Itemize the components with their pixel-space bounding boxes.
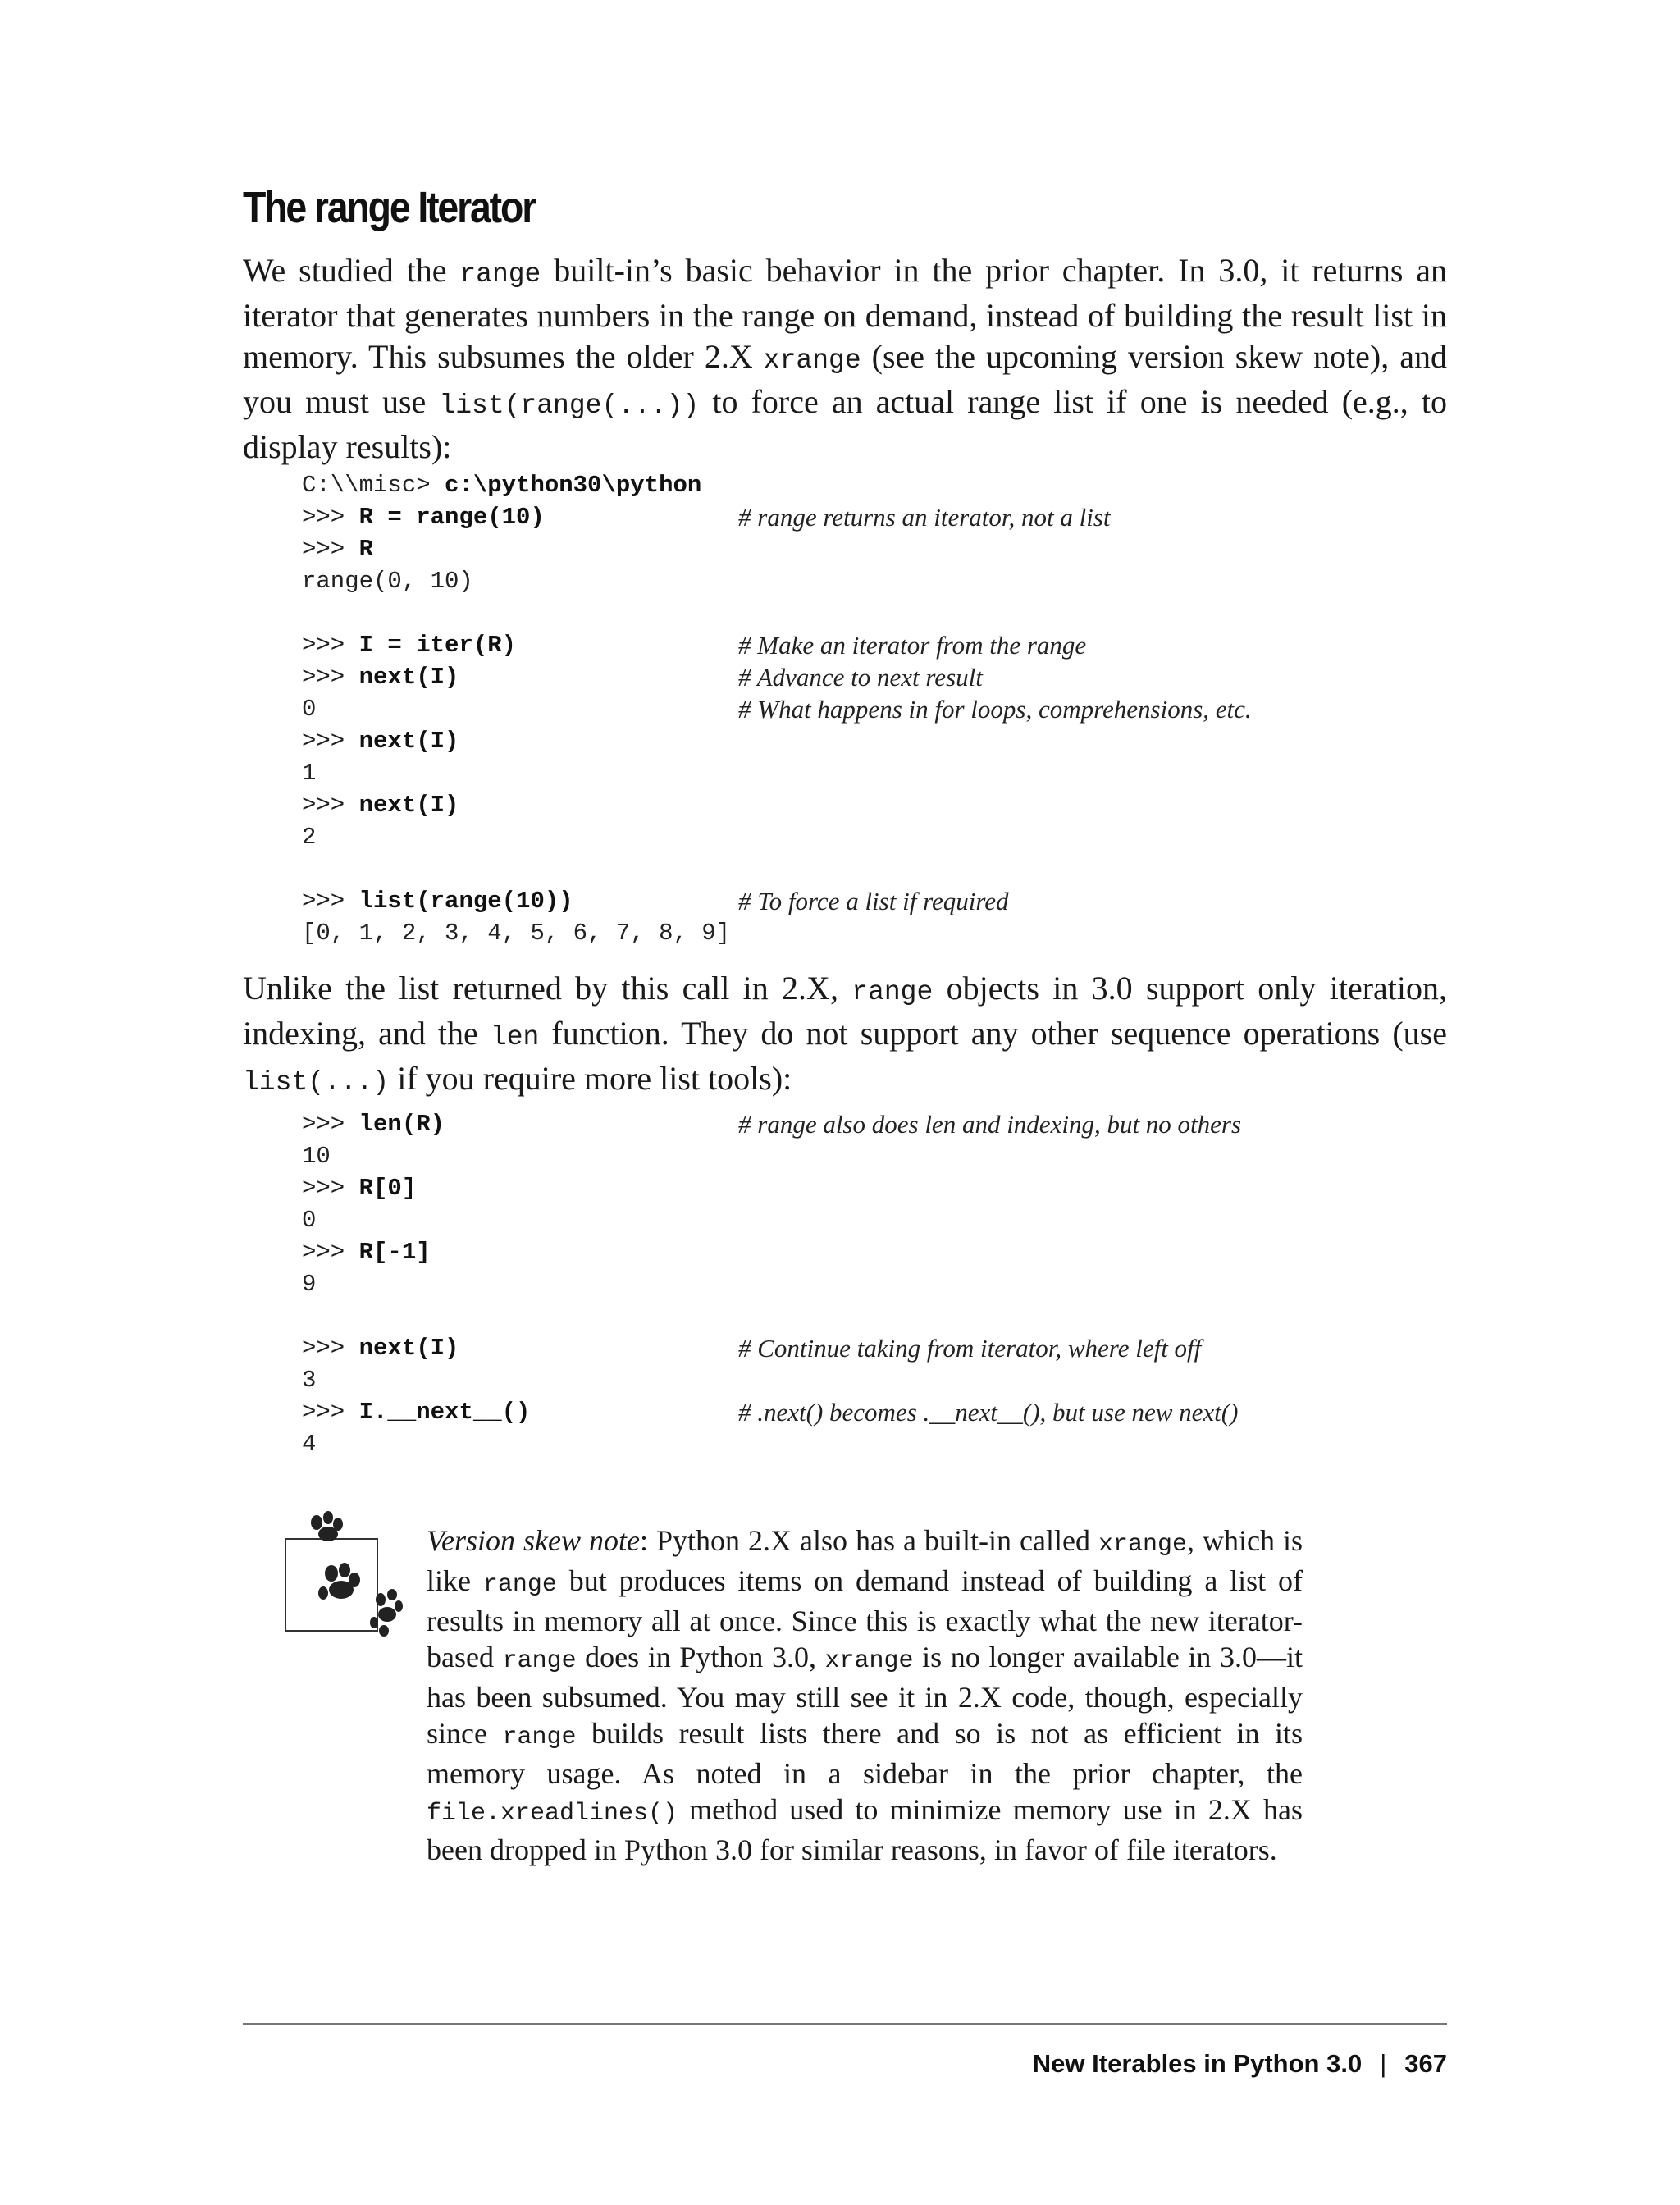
code-line [302,1396,1450,1428]
code-prompt: C:\\misc> [302,472,445,499]
code-comment: # To force a list if required [738,887,1009,915]
intro-paragraph [243,250,1447,468]
p2-code-list: list(...) [243,1067,390,1098]
code-command: next(I) [358,664,459,691]
code-comment: # What happens in for loops, comprehensions, etc. [738,695,1252,724]
code-line [302,693,1450,725]
code-output: 0 [302,1207,317,1234]
code-output: 10 [302,1143,331,1170]
code-prompt: >>> [302,664,359,691]
code-command: next(I) [358,792,459,819]
code-line [302,1364,1450,1396]
p2-code-range: range [851,977,934,1007]
code-comment: # Continue taking from iterator, where left off [738,1334,1202,1363]
footer-separator: | [1380,2049,1387,2078]
code-line [302,917,1450,949]
code-command: next(I) [358,728,459,755]
p2-text-2: objects in 3.0 support only iteration, indexing, and the [243,970,1447,1052]
p1-text-2: built-in’s basic behavior in the prior chapter. In 3.0, it returns an iterator that generates numbers in the range on demand, instead of building the result list in memory. This subsumes the older 2.X [243,252,1448,375]
code-output: 0 [302,696,317,723]
code-line [302,1204,1450,1236]
code-output: 4 [302,1431,317,1458]
footer-chapter-title: New Iterables in Python 3.0 [1032,2049,1363,2078]
code-line [302,789,1450,821]
p1-code-list-range: list(range(...)) [439,390,700,421]
code-line [302,469,1450,501]
code-prompt: >>> [302,1335,359,1362]
note-text-4: does in Python 3.0, [576,1641,825,1673]
code-line [302,1268,1450,1300]
code-listing-2 [302,1108,1450,1460]
code-comment: # range returns an iterator, not a list [738,503,1111,532]
paw-prints-note-icon [284,1508,407,1647]
code-comment: # Advance to next result [738,663,983,692]
code-line [302,501,1450,533]
note-text-6: builds result lists there and so is not as efficient in its memory usage. As noted in a sidebar in the prior chapter, the [427,1717,1303,1790]
p2-text-4: if you require more list tools): [389,1060,792,1097]
code-command: R[0] [358,1175,417,1202]
code-line [302,821,1450,853]
code-command: I = iter(R) [358,632,517,659]
code-comment: # Make an iterator from the range [738,631,1087,660]
code-prompt: >>> [302,792,359,819]
code-command: R[-1] [358,1239,431,1266]
code-command: R [358,536,374,563]
page-footer [1033,2048,1447,2080]
code-prompt: >>> [302,1175,359,1202]
code-prompt: >>> [302,536,359,563]
code-line [302,661,1450,693]
p1-text-3: (see the upcoming version skew note), and you must use [243,338,1447,420]
code-line [302,1108,1450,1140]
code-comment: # .next() becomes .__next__(), but use new next() [738,1398,1239,1427]
code-prompt: >>> [302,504,359,531]
code-line [302,1236,1450,1268]
code-line [302,1428,1450,1460]
code-blank-line [302,853,1450,885]
code-prompt: >>> [302,1111,359,1138]
code-output: 2 [302,824,317,851]
p2-code-len: len [490,1022,540,1052]
code-line [302,565,1450,597]
p1-text-1: We studied the [243,252,460,289]
code-line [302,1332,1450,1364]
p1-code-range: range [459,259,541,290]
code-line [302,1172,1450,1204]
code-line [302,629,1450,661]
page-number: 367 [1404,2049,1447,2078]
code-blank-line [302,1300,1450,1332]
note-text-5: is no longer available in 3.0—it has been subsumed. You may still see it in 2.X code, though, especially since [427,1641,1303,1750]
code-prompt: >>> [302,728,359,755]
code-line [302,885,1450,917]
code-command: list(range(10)) [358,888,573,915]
code-command: next(I) [358,1335,459,1362]
code-line [302,725,1450,757]
code-output: [0, 1, 2, 3, 4, 5, 6, 7, 8, 9] [302,920,731,947]
note-code-2: range [482,1571,557,1599]
code-prompt: >>> [302,1239,359,1266]
code-command: I.__next__() [358,1399,531,1426]
paw-prints-graphic [284,1508,407,1647]
code-line [302,757,1450,789]
code-command: c:\python30\python [445,472,702,499]
code-prompt: >>> [302,888,359,915]
note-code-4: xrange [824,1647,914,1675]
code-line [302,1140,1450,1172]
note-code-6: file.xreadlines() [427,1800,678,1828]
note-lead: Version skew note [427,1524,640,1557]
code-prompt: >>> [302,1399,359,1426]
range-support-paragraph [243,968,1447,1103]
code-output: 3 [302,1367,317,1394]
code-command: len(R) [358,1111,445,1138]
p2-text-1: Unlike the list returned by this call in 2.X, [243,970,852,1007]
code-comment: # range also does len and indexing, but no others [738,1110,1242,1139]
code-line [302,533,1450,565]
footer-rule [243,2023,1447,2025]
note-text-7: method used to minimize memory use in 2.X has been dropped in Python 3.0 for similar reasons, in favor of file iterators. [427,1793,1303,1866]
note-code-3: range [502,1647,577,1675]
code-output: range(0, 10) [302,568,473,595]
section-title: The range Iterator [243,183,536,232]
book-page [243,0,1447,2205]
note-text-3: but produces items on demand instead of building a list of results in memory all at once. Since this is exactly what the new iterator-based [427,1564,1303,1673]
note-text-1: : Python 2.X also has a built-in called [639,1524,1098,1557]
note-code-1: xrange [1098,1531,1187,1559]
code-listing-1 [302,469,1450,949]
code-output: 9 [302,1271,317,1298]
p2-text-3: function. They do not support any other sequence operations (use [539,1015,1447,1052]
note-text-2: , which is like [427,1524,1303,1597]
code-output: 1 [302,760,317,787]
code-command: R = range(10) [358,504,545,531]
code-blank-line [302,597,1450,629]
code-prompt: >>> [302,632,359,659]
note-code-5: range [502,1723,577,1751]
version-skew-note [427,1522,1303,1868]
p1-code-xrange: xrange [763,345,861,376]
p1-text-4: to force an actual range list if one is needed (e.g., to display results): [243,383,1447,465]
